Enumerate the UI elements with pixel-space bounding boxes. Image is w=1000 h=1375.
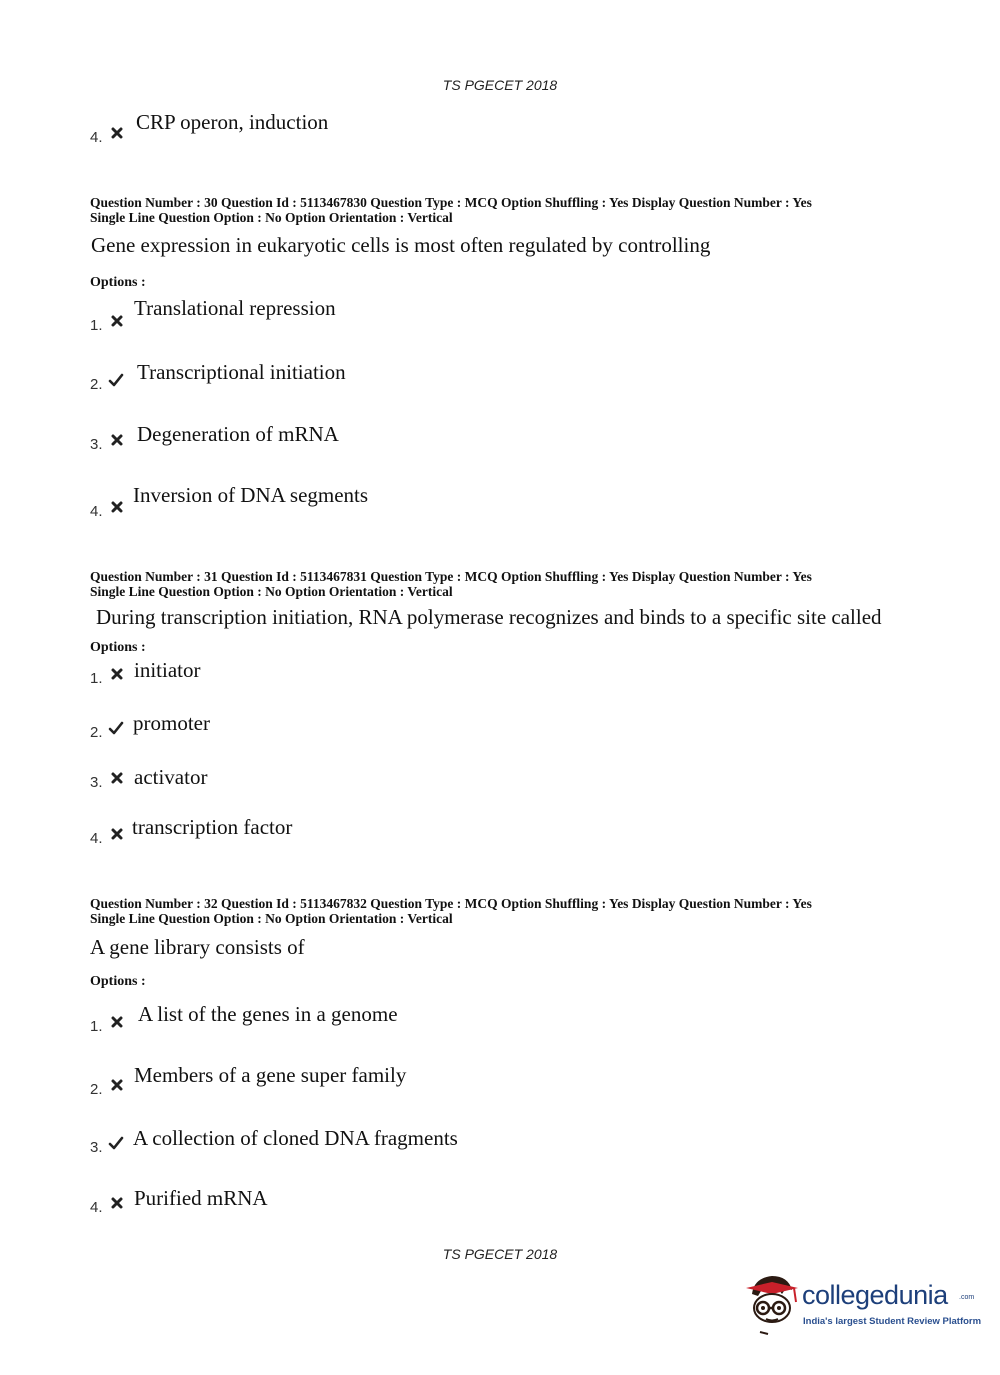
cross-icon [109, 770, 125, 786]
question-30-option-2-number: 2. [90, 376, 103, 393]
question-31-option-2-number: 2. [90, 724, 103, 741]
question-32-option-3-text: A collection of cloned DNA fragments [133, 1126, 458, 1150]
option-text: CRP operon, induction [136, 110, 329, 134]
question-30-option-2-text: Transcriptional initiation [137, 360, 346, 384]
question-32-options-label: Options : [90, 974, 146, 989]
question-31-option-3-number: 3. [90, 774, 103, 791]
question-30-option-1-text: Translational repression [134, 296, 336, 320]
cross-icon [109, 666, 125, 682]
question-31-options-label: Options : [90, 640, 146, 655]
question-32-text: A gene library consists of [90, 935, 305, 959]
question-31-option-1-number: 1. [90, 670, 103, 687]
question-31-meta-line-2: Single Line Question Option : No Option Orientation : Vertical [90, 584, 453, 599]
question-30-meta-line-1: Question Number : 30 Question Id : 5113467830 Question Type : MCQ Option Shuffling : Yes Display Question Number : Yes [90, 195, 812, 210]
question-32-meta-line-1: Question Number : 32 Question Id : 5113467832 Question Type : MCQ Option Shuffling : Yes Display Question Number : Yes [90, 896, 812, 911]
question-32-option-1-text: A list of the genes in a genome [138, 1002, 398, 1026]
question-32-option-3-number: 3. [90, 1139, 103, 1156]
page-footer: TS PGECET 2018 [442, 1246, 558, 1262]
logo-tld: .com [959, 1294, 975, 1301]
question-30-option-3-text: Degeneration of mRNA [137, 422, 339, 446]
check-icon [108, 372, 124, 388]
question-30-meta-line-2: Single Line Question Option : No Option Orientation : Vertical [90, 210, 453, 225]
question-32-option-2-text: Members of a gene super family [134, 1063, 407, 1087]
question-31-option-4-number: 4. [90, 830, 103, 847]
question-30-option-1-number: 1. [90, 317, 103, 334]
question-30-option-4-text: Inversion of DNA segments [133, 483, 369, 507]
cross-icon [109, 499, 125, 515]
question-30-options-label: Options : [90, 275, 146, 290]
question-31-meta-line-1: Question Number : 31 Question Id : 5113467831 Question Type : MCQ Option Shuffling : Yes Display Question Number : Yes [90, 569, 812, 584]
question-32-meta-line-2: Single Line Question Option : No Option Orientation : Vertical [90, 911, 453, 926]
check-icon [108, 1135, 124, 1151]
question-31-option-4-text: transcription factor [132, 815, 293, 839]
cross-icon [109, 1014, 125, 1030]
question-32-option-4-number: 4. [90, 1199, 103, 1216]
cross-icon [109, 1195, 125, 1211]
cross-icon [109, 826, 125, 842]
question-32-option-4-text: Purified mRNA [134, 1186, 268, 1210]
logo-wordmark: collegedunia [802, 1280, 948, 1310]
cross-icon [109, 313, 125, 329]
question-31-text: During transcription initiation, RNA polymerase recognizes and binds to a specific site called [96, 605, 882, 629]
question-31-option-1-text: initiator [134, 658, 201, 682]
option-number: 4. [90, 129, 103, 146]
question-30-text: Gene expression in eukaryotic cells is most often regulated by controlling [91, 233, 711, 257]
question-30-option-3-number: 3. [90, 436, 103, 453]
page-header: TS PGECET 2018 [442, 77, 558, 93]
question-30-option-4-number: 4. [90, 503, 103, 520]
question-31-option-3-text: activator [134, 765, 208, 789]
question-31-option-2-text: promoter [133, 711, 210, 735]
collegedunia-logo [742, 1272, 982, 1342]
cross-icon [109, 125, 125, 141]
logo-tagline: India's largest Student Review Platform [803, 1316, 982, 1327]
cross-icon [109, 432, 125, 448]
question-32-option-1-number: 1. [90, 1018, 103, 1035]
cross-icon [109, 1077, 125, 1093]
check-icon [108, 720, 124, 736]
question-32-option-2-number: 2. [90, 1081, 103, 1098]
mascot-icon [742, 1272, 802, 1340]
